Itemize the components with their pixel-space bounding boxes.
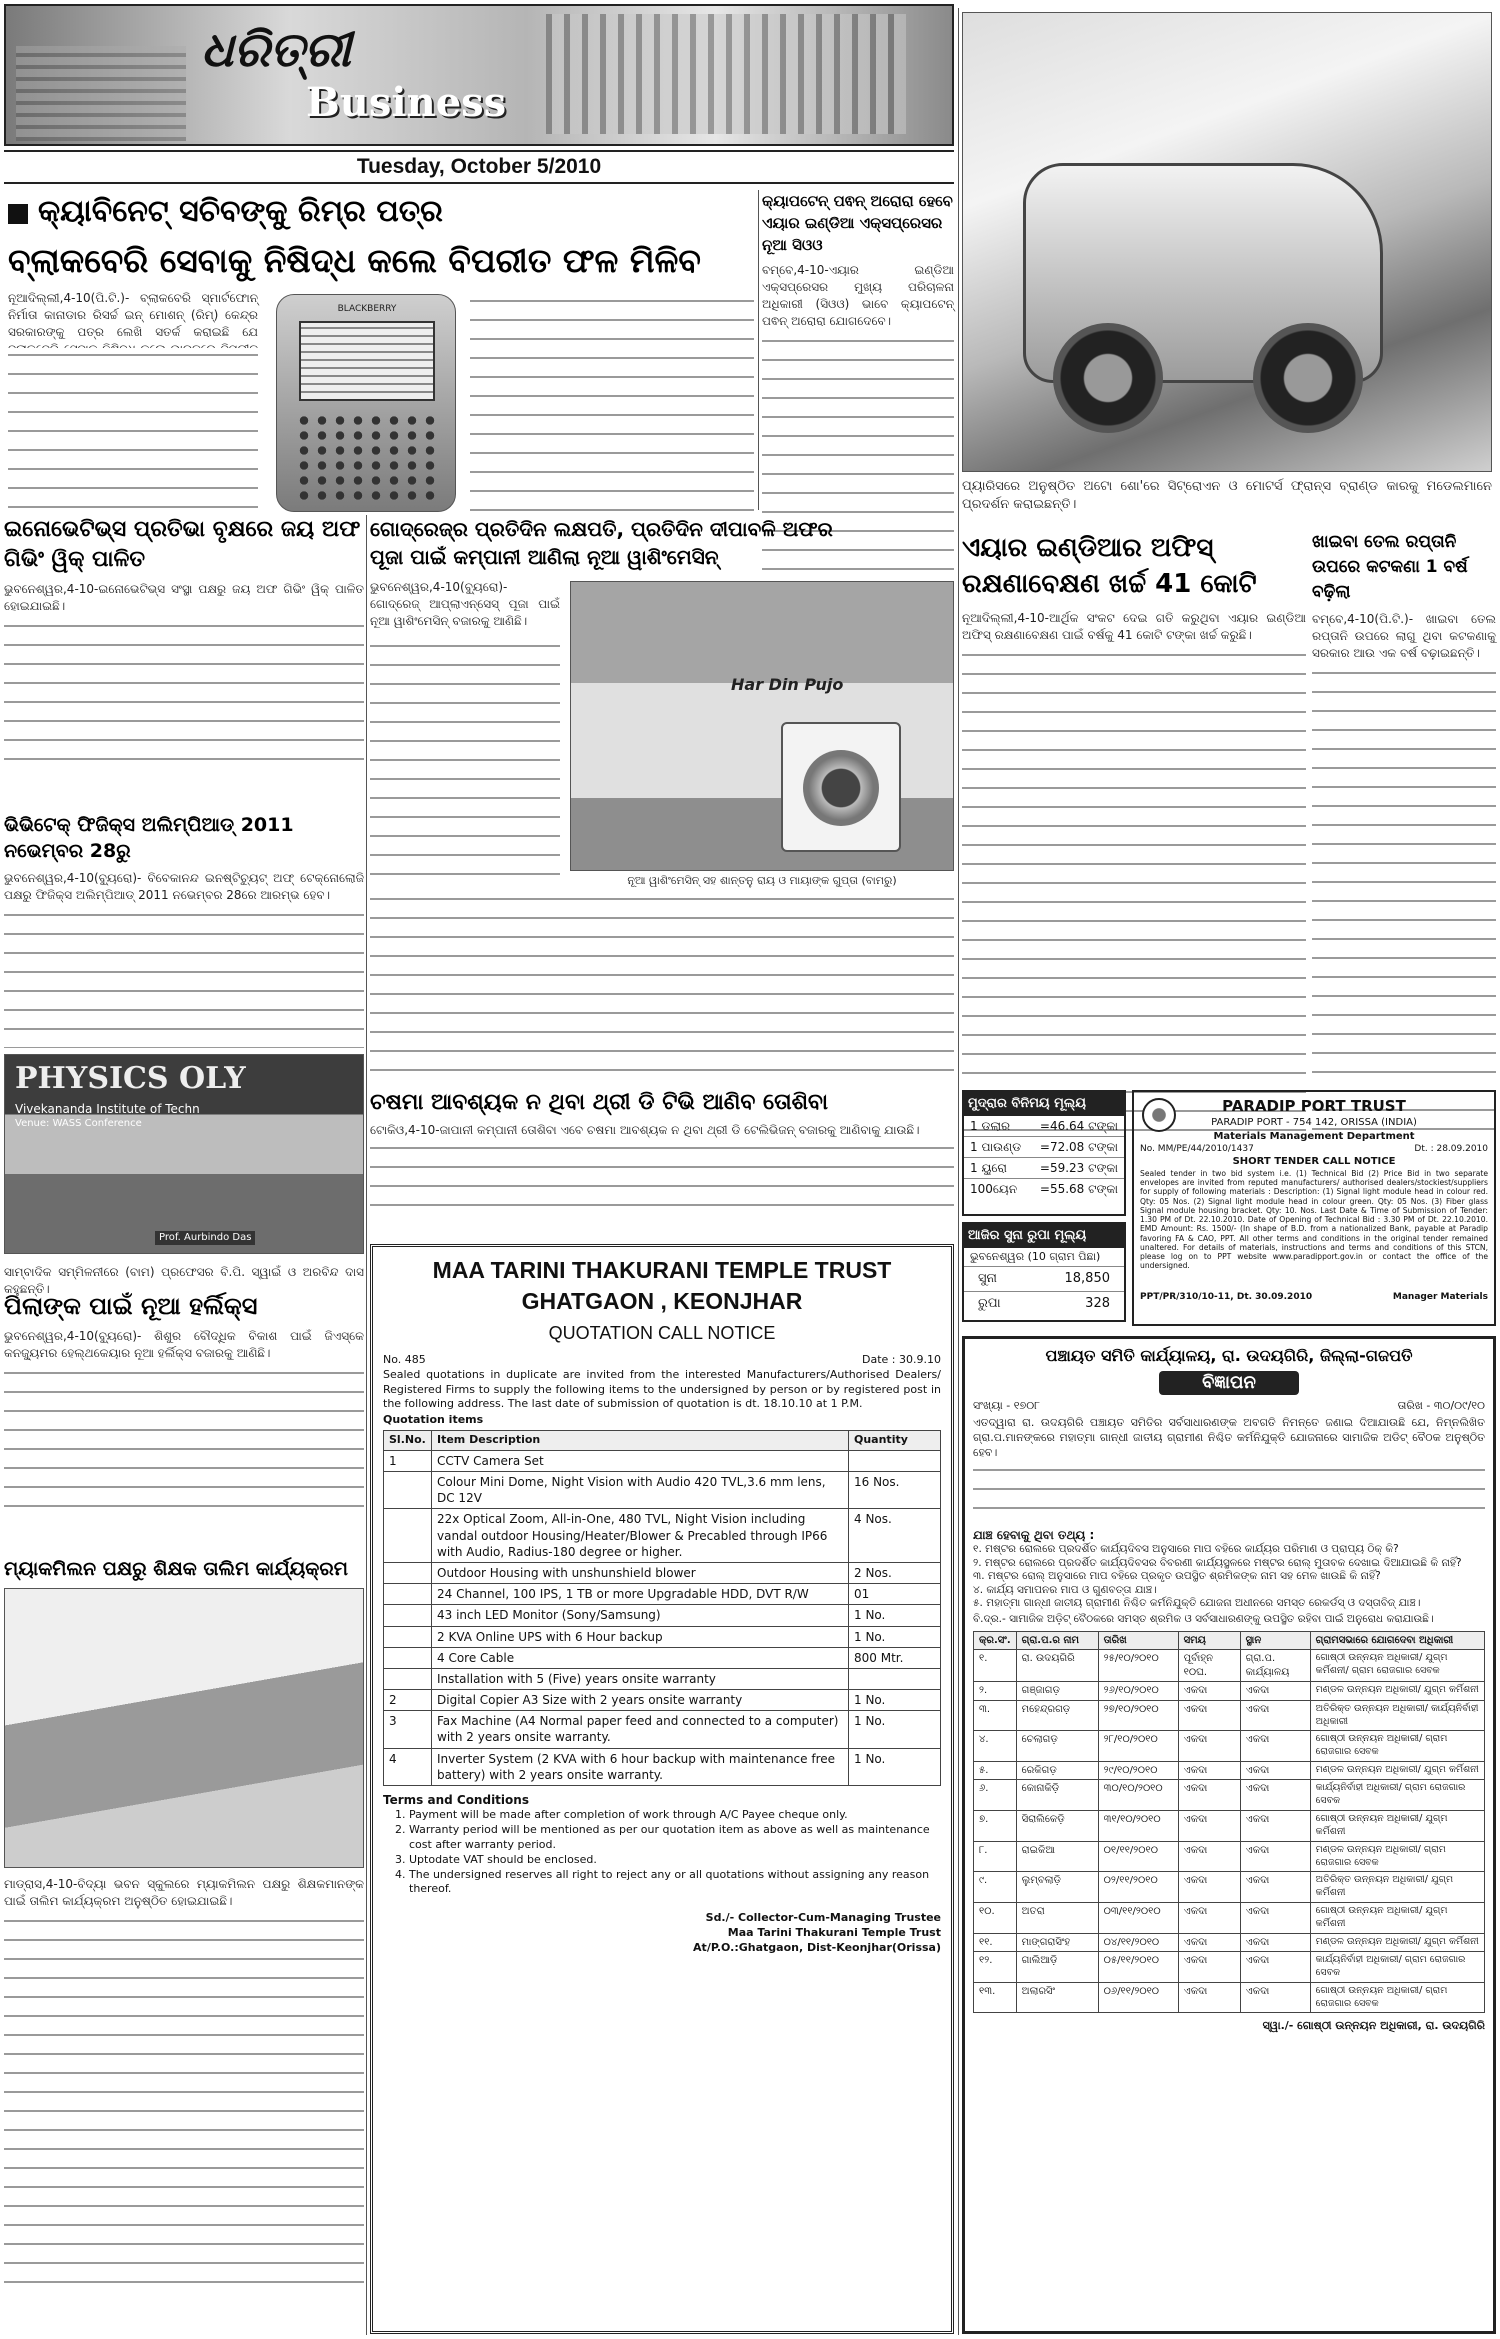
olympiad-lead: ଭୁବନେଶ୍ୱର,4-10(ବ୍ୟୁରୋ)- ବିବେକାନନ୍ଦ ଇନଷ୍ଟିଚ୍ୟୁଟ୍ ଅଫ୍ ଟେକ୍ନୋଲୋଜି ପକ୍ଷରୁ ଫିଜିକ୍ସ ଅଲିମ୍ପିଆଡ୍ 2011 ନଭେମ୍ବର 28ରେ ଆରମ୍ଭ ହେବ। xyxy=(4,871,364,903)
panchayat-subtitle: ବିଜ୍ଞାପନ xyxy=(1159,1371,1299,1395)
washing-machine-shape xyxy=(781,722,901,852)
blackberry-headline: ବ୍ଲାକବେରି ସେବାକୁ ନିଷିଦ୍ଧ କଲେ ବିପରୀତ ଫଳ ମିଳିବ xyxy=(8,241,701,280)
harlicks-story xyxy=(4,1290,364,1550)
table-row xyxy=(974,1952,1485,1983)
cell-officer: ଗୋଷ୍ଠୀ ଉନ୍ନୟନ ଅଧିକାରୀ/ ଯୁଗ୍ମ କର୍ମିଶନୀ xyxy=(1310,1902,1484,1933)
currency-unit: 1 ୟୁରୋ xyxy=(970,1160,1007,1175)
innovation-story xyxy=(4,515,364,807)
cell-officer: କାର୍ଯ୍ୟନିର୍ବାହୀ ଅଧିକାରୀ/ ଗ୍ରାମ ରୋଜଗାର ସେବକ xyxy=(1310,1952,1484,1983)
blackberry-lead: ନୂଆଦିଲ୍ଲୀ,4-10(ପି.ଟି.)- ବ୍ଲାକବେରି ସ୍ମାର୍ଟଫୋନ୍ ନିର୍ମାତା କାନାଡାର ରିସର୍ଚ୍ଚ ଇନ୍ ମୋଶନ୍ (ରିମ୍) କେନ୍ଦ୍ର ସରକାରଙ୍କୁ ପତ୍ର ଲେଖି ସତର୍କ କରାଇଛି ଯେ xyxy=(8,291,258,340)
cell-sl: 2 xyxy=(384,1690,432,1711)
column-header-sl: Sl.No. xyxy=(384,1430,432,1450)
maa-tarini-ref-row xyxy=(383,1353,941,1368)
cell-place: ଏକଦା xyxy=(1240,1982,1310,2013)
currency-unit: 1 ଡଲାର xyxy=(970,1118,1011,1133)
cell-time: ପୂର୍ବାହ୍ନ ୧୦ଘ. xyxy=(1178,1650,1240,1682)
cell-sl xyxy=(384,1647,432,1668)
cell-sl xyxy=(384,1472,432,1509)
masthead xyxy=(4,4,954,146)
harlicks-headline: ପିଲାଙ୍କ ପାଇଁ ନୂଆ ହର୍ଲିକ୍ସ xyxy=(4,1292,258,1320)
cell-officer: ଗୋଷ୍ଠୀ ଉନ୍ନୟନ ଅଧିକାରୀ/ ଗ୍ରାମ ରୋଜଗାର ସେବକ xyxy=(1310,1731,1484,1762)
cell-time: ଏକଦା xyxy=(1178,1902,1240,1933)
cell-sl: ୫. xyxy=(974,1761,1017,1780)
table-row xyxy=(974,1700,1485,1731)
maa-tarini-quotation-notice xyxy=(370,1244,954,2334)
panchayat-info-item: ୨. ମଷ୍ଟର ରୋଲରେ ପ୍ରଦର୍ଶିତ କାର୍ଯ୍ୟଦିବସର ବିବରଣୀ କାର୍ଯ୍ୟସ୍ଥଳରେ ମଷ୍ଟର ରୋଲ୍ ମୁତାବକ ଦେଖାଇ ଦିଆଯାଇଛି କି ନାହିଁ? xyxy=(973,1556,1462,1569)
maa-tarini-title: MAA TARINI THAKURANI TEMPLE TRUST xyxy=(432,1257,892,1283)
innovation-headline: ଇନୋଭେଟିଭ୍‌ସ ପ୍ରତିଭା ବୃକ୍ଷରେ ଜୟ ଅଫ ଗିଭିଂ ୱିକ୍ ପାଳିତ xyxy=(4,517,361,572)
cell-date: ୨୫/୧୦/୨୦୧୦ xyxy=(1098,1650,1178,1682)
cell-qty: 01 xyxy=(849,1584,941,1605)
cell-gp: ଅତରା xyxy=(1016,1902,1098,1933)
gold-rate-box xyxy=(962,1222,1126,1322)
term-item: 1. Payment will be made after completion of work through A/C Payee cheque only. xyxy=(409,1808,941,1823)
cell-time: ଏକଦା xyxy=(1178,1872,1240,1903)
column-header-officer: ଗ୍ରାମସଭାରେ ଯୋଗଦେବା ଅଧିକାରୀ xyxy=(1310,1631,1484,1650)
cell-sl: 1 xyxy=(384,1450,432,1471)
cell-sl: ୧୧. xyxy=(974,1933,1017,1952)
gold-rate-subtitle: ଭୁବନେଶ୍ୱର (10 ଗ୍ରାମ ପିଛା) xyxy=(964,1248,1124,1268)
cell-place: ଗ୍ରା.ପ. କାର୍ଯ୍ୟାଳୟ xyxy=(1240,1650,1310,1682)
cell-place: ଏକଦା xyxy=(1240,1811,1310,1842)
metal-name: ସୁନା xyxy=(978,1271,997,1287)
olympiad-banner-venue: Venue: WASS Conference xyxy=(15,1118,142,1130)
macmillan-story xyxy=(4,1556,364,2336)
maa-tarini-no: No. 485 xyxy=(383,1353,426,1367)
cell-date: ୨୭/୧୦/୨୦୧୦ xyxy=(1098,1700,1178,1731)
cell-time: ଏକଦା xyxy=(1178,1700,1240,1731)
currency-value: =72.08 ଟଙ୍କା xyxy=(1039,1139,1118,1154)
cell-sl xyxy=(384,1668,432,1689)
metal-name: ରୁପା xyxy=(978,1295,1001,1311)
column-header-gp: ଗ୍ରା.ପ.ର ନାମ xyxy=(1016,1631,1098,1650)
maa-tarini-notice-title: QUOTATION CALL NOTICE xyxy=(548,1323,776,1344)
table-row xyxy=(974,1933,1485,1952)
cell-qty: 1 No. xyxy=(849,1690,941,1711)
innovation-lead: ଭୁବନେଶ୍ୱର,4-10-ଇନୋଭେଟିଭ୍‌ସ ସଂସ୍ଥା ପକ୍ଷରୁ ଜୟ ଅଫ ଗିଭିଂ ୱିକ୍ ପାଳିତ ହୋଇଯାଇଛି। xyxy=(4,582,364,614)
paradip-tender-notice xyxy=(1132,1090,1496,1326)
cell-qty: 1 No. xyxy=(849,1748,941,1785)
table-row xyxy=(384,1450,941,1471)
air-india-office-lead: ନୂଆଦିଲ୍ଲୀ,4-10-ଆର୍ଥିକ ସଂକଟ ଦେଇ ଗତି କରୁଥିବା ଏୟାର ଇଣ୍ଡିଆ ଅଫିସ୍ ରକ୍ଷଣାବେକ୍ଷଣ ପାଇଁ ବର୍ଷକୁ 41 କୋଟି ଟଙ୍କା ଖର୍ଚ୍ଚ କରୁଛି। xyxy=(962,611,1306,643)
godrej-story xyxy=(370,515,954,885)
cell-item: CCTV Camera Set xyxy=(432,1450,849,1471)
harlicks-body xyxy=(4,1366,364,1516)
godrej-banner-text: Har Din Pujo xyxy=(731,675,844,694)
column-header-qty: Quantity xyxy=(849,1430,941,1450)
olympiad-banner-sub: Vivekananda Institute of Techn xyxy=(15,1102,200,1117)
cell-item: Installation with 5 (Five) years onsite warranty xyxy=(432,1668,849,1689)
olympiad-body xyxy=(4,908,364,1048)
paradip-notice-title: SHORT TENDER CALL NOTICE xyxy=(1232,1156,1396,1168)
panchayat-signature: ସ୍ୱା./- ଗୋଷ୍ଠୀ ଉନ୍ନୟନ ଅଧିକାରୀ, ରା. ଉଦୟଗିରି xyxy=(1262,2019,1485,2033)
panchayat-info-item: ୪. କାର୍ଯ୍ୟ ସମାପନର ମାପ ଓ ଗୁଣବତ୍ତା ଯାଞ୍ଚ। xyxy=(973,1583,1157,1596)
harlicks-lead: ଭୁବନେଶ୍ୱର,4-10(ବ୍ୟୁରୋ)- ଶିଶୁର ବୌଦ୍ଧିକ ବିକାଶ ପାଇଁ ଜିଏସ୍‌କେ କନଜ୍ୟୁମର ହେଲ୍ଥକେୟାର ନୂଆ ହର୍ଲିକ୍ସ ବଜାରକୁ ଆଣିଛି। xyxy=(4,1329,364,1361)
column-header-sl: କ୍ର.ସଂ. xyxy=(974,1631,1017,1650)
cell-sl: ୧୨. xyxy=(974,1952,1017,1983)
cell-officer: ଅତିରିକ୍ତ ଉନ୍ନୟନ ଅଧିକାରୀ/ ଯୁଗ୍ମ କର୍ମିଶନୀ xyxy=(1310,1872,1484,1903)
phone-brand-label: BLACKBERRY xyxy=(337,304,397,314)
currency-unit: 100ୟେନ xyxy=(970,1182,1018,1197)
table-row xyxy=(974,1780,1485,1811)
paradip-address: PARADIP PORT - 754 142, ORISSA (INDIA) xyxy=(1211,1117,1417,1129)
maa-tarini-items-table xyxy=(383,1430,941,1786)
maa-tarini-signature xyxy=(383,1911,941,1956)
gold-rate-row xyxy=(964,1292,1124,1316)
cell-date: ୦୩/୧୧/୨୦୧୦ xyxy=(1098,1902,1178,1933)
maa-tarini-details-label: Quotation items xyxy=(383,1413,484,1427)
cell-time: ଏକଦା xyxy=(1178,1982,1240,2013)
cell-qty: 2 Nos. xyxy=(849,1562,941,1583)
cell-sl: 3 xyxy=(384,1711,432,1748)
macmillan-headline: ମ୍ୟାକମିଲନ ପକ୍ଷରୁ ଶିକ୍ଷକ ତାଲିମ କାର୍ଯ୍ୟକ୍ରମ xyxy=(4,1558,348,1580)
panchayat-info-item: ୫. ମହାତ୍ମା ଗାନ୍ଧୀ ଜାତୀୟ ଗ୍ରାମୀଣ ନିଶ୍ଚିତ କର୍ମନିଯୁକ୍ତି ଯୋଜନା ଅଧୀନରେ ସମସ୍ତ ରେକର୍ଡସ୍ ଓ ଦସ୍ତାବିଜ୍ ଯାଞ୍ଚ। xyxy=(973,1597,1421,1610)
paradip-ref-row xyxy=(1140,1143,1488,1155)
table-row xyxy=(384,1605,941,1626)
paradip-sign: Manager Materials xyxy=(1392,1291,1488,1302)
cell-place: ଏକଦା xyxy=(1240,1780,1310,1811)
cell-place: ଏକଦା xyxy=(1240,1952,1310,1983)
cell-item: 43 inch LED Monitor (Sony/Samsung) xyxy=(432,1605,849,1626)
column-header-time: ସମୟ xyxy=(1178,1631,1240,1650)
cell-officer: କାର୍ଯ୍ୟନିର୍ବାହୀ ଅଧିକାରୀ/ ଗ୍ରାମ ରୋଜଗାର ସେବକ xyxy=(1310,1780,1484,1811)
cell-date: ୩୧/୧୦/୨୦୧୦ xyxy=(1098,1811,1178,1842)
table-row xyxy=(384,1711,941,1748)
cell-qty: 800 Mtr. xyxy=(849,1647,941,1668)
cell-date: ୨୮/୧୦/୨୦୧୦ xyxy=(1098,1731,1178,1762)
cell-place: ଏକଦା xyxy=(1240,1700,1310,1731)
issue-date: Tuesday, October 5/2010 xyxy=(356,155,602,178)
cell-place: ଏକଦା xyxy=(1240,1841,1310,1872)
cell-date: ୩୦/୧୦/୨୦୧୦ xyxy=(1098,1780,1178,1811)
panchayat-ref-row xyxy=(973,1399,1485,1414)
paradip-no: No. MM/PE/44/2010/1437 xyxy=(1140,1144,1254,1155)
cell-gp: ରା. ଉଦୟଗିରି xyxy=(1016,1650,1098,1682)
cell-officer: ଗୋଷ୍ଠୀ ଉନ୍ନୟନ ଅଧିକାରୀ/ ଯୁଗ୍ମ କର୍ମିଶନୀ/ ଗ୍ରାମ ରୋଜଗାର ସେବକ xyxy=(1310,1650,1484,1682)
term-item: 4. The undersigned reserves all right to reject any or all quotations without assigning any reason thereof. xyxy=(409,1868,941,1898)
panchayat-schedule-body xyxy=(974,1650,1485,2013)
table-header-row xyxy=(974,1631,1485,1650)
phone-keypad xyxy=(295,413,439,503)
table-row xyxy=(974,1731,1485,1762)
car-wheel-rear xyxy=(1253,323,1363,433)
column-header-item: Item Description xyxy=(432,1430,849,1450)
olympiad-caption: ସାମ୍ବାଦିକ ସମ୍ମିଳନୀରେ (ବାମ) ପ୍ରଫେସର ବି.ପି. ସ୍ୱାଇଁ ଓ ଅରବିନ୍ଦ ଦାସ କହୁଛନ୍ତି। xyxy=(4,1265,364,1297)
table-row xyxy=(384,1690,941,1711)
paradip-dept: Materials Management Department xyxy=(1213,1130,1415,1142)
table-row xyxy=(974,1841,1485,1872)
cell-gp: ସିରାଲିକେଡ଼ି xyxy=(1016,1811,1098,1842)
cell-gp: ଗଞ୍ଜାଗଡ଼ xyxy=(1016,1682,1098,1701)
olympiad-banner-text: PHYSICS OLY xyxy=(15,1061,246,1097)
column-divider xyxy=(758,190,759,510)
cell-sl: ୧. xyxy=(974,1650,1017,1682)
gold-rate-row xyxy=(964,1267,1124,1292)
cell-date: ୨୬/୧୦/୨୦୧୦ xyxy=(1098,1682,1178,1701)
olympiad-nameplate: Prof. Aurbindo Das xyxy=(155,1231,255,1245)
toshiba-lead: ଟୋକିଓ,4-10-ଜାପାନୀ କମ୍ପାନୀ ତୋଶିବା ଏବେ ଚଷମା ଆବଶ୍ୟକ ନ ଥିବା ଥ୍ରୀ ଡି ଟେଲିଭିଜନ୍ ବଜାରକୁ ଆଣିବାକୁ ଯାଉଛି। xyxy=(370,1123,920,1137)
godrej-subhead: ପୂଜା ପାଇଁ କମ୍ପାନୀ ଆଣିଲା ନୂଆ ୱାଶିଂମେସିନ୍ xyxy=(370,545,719,569)
square-bullet-icon xyxy=(8,204,28,224)
cell-item: 2 KVA Online UPS with 6 Hour backup xyxy=(432,1626,849,1647)
car-photo xyxy=(962,12,1492,472)
cell-item: 24 Channel, 100 IPS, 1 TB or more Upgradable HDD, DVT R/W xyxy=(432,1584,849,1605)
air-india-express-headline: କ୍ୟାପଟେନ୍ ପଵନ୍ ଅରୋରା ହେବେ ଏୟାର ଇଣ୍ଡିଆ ଏକ୍ସପ୍ରେସର ନୂଆ ସିଓଓ xyxy=(762,192,953,254)
exchange-rate-row xyxy=(964,1137,1124,1158)
blackberry-story xyxy=(4,190,756,512)
table-row xyxy=(384,1509,941,1563)
air-india-express-lead: ବମ୍ବେ,4-10-ଏୟାର ଇଣ୍ଡିଆ ଏକ୍ସପ୍ରେସର ମୁଖ୍ୟ ପରିଚାଳନା ଅଧିକାରୀ (ସିଓଓ) ଭାବେ କ୍ୟାପଟେନ୍ ପଵନ୍ ଅରୋରା ଯୋଗଦେବେ। xyxy=(762,263,954,329)
cell-qty: 16 Nos. xyxy=(849,1472,941,1509)
exchange-rate-row xyxy=(964,1158,1124,1179)
godrej-body-bottom xyxy=(370,892,954,1082)
signature-line-1: Sd./- Collector-Cum-Managing Trustee xyxy=(705,1911,941,1925)
column-divider xyxy=(958,8,959,2335)
paradip-title: PARADIP PORT TRUST xyxy=(1222,1097,1406,1115)
macmillan-lead: ମାଡ୍ରାସ,4-10-ବିଦ୍ୟା ଭବନ ସ୍କୁଲରେ ମ୍ୟାକମିଲନ ପକ୍ଷରୁ ଶିକ୍ଷକମାନଙ୍କ ପାଇଁ ତାଲିମ କାର୍ଯ୍ୟକ୍ରମ ଅନୁଷ୍ଠିତ ହୋଇଯାଇଛି। xyxy=(4,1877,364,1909)
blackberry-kicker: କ୍ୟାବିନେଟ୍ ସଚିବଙ୍କୁ ରିମ୍‌ର ପତ୍ର xyxy=(38,194,443,229)
cell-gp: ଚେଲାଗଡ଼ xyxy=(1016,1731,1098,1762)
olympiad-photo xyxy=(4,1054,364,1254)
cell-gp: ରେକିଗଡ଼ xyxy=(1016,1761,1098,1780)
cell-qty xyxy=(849,1668,941,1689)
table-row xyxy=(384,1562,941,1583)
cell-date: ୦୪/୧୧/୨୦୧୦ xyxy=(1098,1933,1178,1952)
cell-qty: 1 No. xyxy=(849,1626,941,1647)
cell-date: ୦୬/୧୧/୨୦୧୦ xyxy=(1098,1982,1178,2013)
table-row xyxy=(384,1626,941,1647)
cell-officer: ଗୋଷ୍ଠୀ ଉନ୍ନୟନ ଅଧିକାରୀ/ ଗ୍ରାମ ରୋଜଗାର ସେବକ xyxy=(1310,1982,1484,2013)
term-item: 3. Uptodate VAT should be enclosed. xyxy=(409,1853,941,1868)
maa-tarini-date: Date : 30.9.10 xyxy=(862,1353,941,1367)
toshiba-story xyxy=(370,1088,954,1238)
cell-officer: ମଣ୍ଡଳ ଉନ୍ନୟନ ଅଧିକାରୀ/ ଗ୍ରାମ ରୋଜଗାର ସେବକ xyxy=(1310,1841,1484,1872)
metal-price: 328 xyxy=(1085,1295,1110,1311)
cell-date: ୨୯/୧୦/୨୦୧୦ xyxy=(1098,1761,1178,1780)
cell-item: Outdoor Housing with unshunshield blower xyxy=(432,1562,849,1583)
table-row xyxy=(974,1902,1485,1933)
macmillan-photo xyxy=(4,1588,364,1868)
masthead-building-art xyxy=(546,14,906,134)
cell-sl xyxy=(384,1509,432,1563)
column-divider xyxy=(366,515,367,2335)
signature-line-2: Maa Tarini Thakurani Temple Trust xyxy=(727,1926,941,1940)
cell-place: ଏକଦା xyxy=(1240,1872,1310,1903)
cell-qty: 1 No. xyxy=(849,1605,941,1626)
cell-item: 4 Core Cable xyxy=(432,1647,849,1668)
cell-date: ୦୧/୧୧/୨୦୧୦ xyxy=(1098,1841,1178,1872)
godrej-lead: ଭୁବନେଶ୍ୱର,4-10(ବ୍ୟୁରୋ)- ଗୋଦ୍‌ରେଜ୍ ଆପ୍ଲାଏନ୍ସେସ୍ ପୂଜା ପାଇଁ ନୂଆ ୱାଶିଂମେସିନ୍ ବଜାରକୁ ଆଣିଛି। xyxy=(370,580,560,629)
cell-place: ଏକଦା xyxy=(1240,1761,1310,1780)
cell-item: Inverter System (2 KVA with 6 hour backup with maintenance free battery) with 2 years onsite warranty. xyxy=(432,1748,849,1785)
paradip-body: Sealed tender in two bid system i.e. (1) Technical Bid (2) Price Bid in two separate envelopes are invited from reputed manufacturers/ authorised dealers/stockiest/suppliers for supply of following materials : Description: (1) Signal light module head in colour red. Qty: 05 Nos. (2) Signal light module head in colour green. Qty: 05 Nos. (3) Fiber glass Signal module housing bracket. Qty: 10. Nos. Last Date & Time of Submission of Tender: 1.30 PM of Dt. 22.10.2010. Date of Opening of Technical Bid : 3.30 PM of Dt. 22.10.2010. EMD Amount: Rs. 1500/- (In shape of B.D. from a nationalized Bank, payable at Paradip favoring FA & CAO, PPT. All other terms and conditions in the original tender remained unaltered. For details of materials, instructions and terms and conditions of this STCN, please log on to PPT website www.paradipport.gov.in or contact the office of the undersigned. xyxy=(1140,1168,1488,1271)
table-row xyxy=(384,1668,941,1689)
cell-sl: ୯. xyxy=(974,1872,1017,1903)
masthead-skyline-art xyxy=(16,46,186,141)
currency-value: =55.68 ଟଙ୍କା xyxy=(1039,1182,1118,1197)
cell-sl: ୪. xyxy=(974,1731,1017,1762)
table-row xyxy=(974,1650,1485,1682)
cell-time: ଏକଦା xyxy=(1178,1761,1240,1780)
metal-price: 18,850 xyxy=(1064,1271,1110,1287)
olympiad-headline: ଭିଭିଟେକ୍ ଫିଜିକ୍ସ ଅଲିମ୍ପିଆଡ୍ 2011 ନଭେମ୍ବର 28ରୁ xyxy=(4,814,294,862)
column-header-place: ସ୍ଥାନ xyxy=(1240,1631,1310,1650)
cell-place: ଏକଦା xyxy=(1240,1902,1310,1933)
olympiad-story xyxy=(4,812,364,1260)
exchange-rate-row xyxy=(964,1116,1124,1137)
cell-time: ଏକଦା xyxy=(1178,1933,1240,1952)
table-row xyxy=(974,1682,1485,1701)
cell-qty: 1 No. xyxy=(849,1711,941,1748)
blackberry-body-col1 xyxy=(8,348,258,512)
terms-title: Terms and Conditions xyxy=(383,1793,529,1807)
exchange-rate-box xyxy=(962,1090,1126,1216)
signature-line-3: At/P.O.:Ghatgaon, Dist-Keonjhar(Orissa) xyxy=(693,1940,941,1954)
innovation-body xyxy=(4,619,364,769)
maa-tarini-place: GHATGAON , KEONJHAR xyxy=(521,1288,803,1315)
cell-place: ଏକଦା xyxy=(1240,1682,1310,1701)
panchayat-note: ବି.ଦ୍ର.- ସାମାଜିକ ଅଡ଼ିଟ୍ ବୈଠକରେ ସମସ୍ତ ଶ୍ରମିକ ଓ ସର୍ବସାଧାରଣଙ୍କୁ ଉପସ୍ଥିତ ରହିବା ପାଇଁ ଅନୁରୋଧ କରାଯାଉଛି। xyxy=(973,1613,1434,1626)
panchayat-info-item: ୧. ମଷ୍ଟର ରୋଲରେ ପ୍ରଦର୍ଶିତ କାର୍ଯ୍ୟଦିବସ ଅନୁସାରେ ମାପ ବହିରେ କାର୍ଯ୍ୟର ପରିମାଣ ଓ ପ୍ରାପ୍ୟ ଠିକ୍ କି? xyxy=(973,1542,1399,1555)
exchange-rate-title: ମୁଦ୍ରାର ବିନିମୟ ମୂଲ୍ୟ xyxy=(964,1092,1124,1116)
table-row xyxy=(974,1982,1485,2013)
toshiba-headline: ଚଷମା ଆବଶ୍ୟକ ନ ଥିବା ଥ୍ରୀ ଡି ଟିଭି ଆଣିବ ତୋଶିବା xyxy=(370,1090,828,1115)
cell-time: ଏକଦା xyxy=(1178,1682,1240,1701)
godrej-headline: ଗୋଦ୍‌ରେଜ୍‌ର ପ୍ରତିଦିନ ଲକ୍ଷପତି, ପ୍ରତିଦିନ ଦୀପାବଳି ଅଫର xyxy=(370,517,833,541)
table-row xyxy=(974,1872,1485,1903)
car-photo-caption: ପ୍ୟାରିସରେ ଅନୁଷ୍ଠିତ ଅଟୋ ଶୋ'ରେ ସିଟ୍ରୋଏନ ଓ ମୋଟର୍ସ ଫ୍ରାନ୍ସ ବ୍ରାଣ୍ଡ କାରକୁ ମଡେଲମାନେ ପ୍ରଦର୍ଶନ କରାଇଛନ୍ତି। xyxy=(962,479,1492,513)
cell-sl: ୧୩. xyxy=(974,1982,1017,2013)
cell-officer: ମଣ୍ଡଳ ଉନ୍ନୟନ ଅଧିକାରୀ/ ଯୁଗ୍ମ କର୍ମିଶନୀ xyxy=(1310,1682,1484,1701)
cell-sl xyxy=(384,1562,432,1583)
cell-sl: ୩. xyxy=(974,1700,1017,1731)
edible-oil-lead: ବମ୍ବେ,4-10(ପି.ଟି.)- ଖାଇବା ତେଲ ରପ୍ତାନି ଉପରେ ଲାଗୁ ଥିବା କଟକଣାକୁ ସରକାର ଆଉ ଏକ ବର୍ଷ ବଢ଼ାଇଛନ୍ତି। xyxy=(1312,612,1496,661)
cell-officer: ମଣ୍ଡଳ ଉନ୍ନୟନ ଅଧିକାରୀ/ ଯୁଗ୍ମ କର୍ମିଶନୀ xyxy=(1310,1933,1484,1952)
panchayat-notice xyxy=(962,1336,1496,2334)
cell-date: ୦୨/୧୧/୨୦୧୦ xyxy=(1098,1872,1178,1903)
panchayat-body-cont xyxy=(973,1463,1485,1523)
cell-gp: ଅଲାରସିଂ xyxy=(1016,1982,1098,2013)
table-row xyxy=(384,1472,941,1509)
term-item: 2. Warranty period will be mentioned as per our quotation item as above as well as maintenance cost after warranty period. xyxy=(409,1823,941,1853)
cell-qty: 4 Nos. xyxy=(849,1509,941,1563)
currency-value: =59.23 ଟଙ୍କା xyxy=(1039,1160,1118,1175)
paradip-dt: Dt. : 28.09.2010 xyxy=(1414,1144,1488,1155)
cell-gp: କୋନାକିଡ଼ି xyxy=(1016,1780,1098,1811)
cell-item: Digital Copier A3 Size with 2 years onsite warranty xyxy=(432,1690,849,1711)
panchayat-title: ପଞ୍ଚାୟତ ସମିତି କାର୍ଯ୍ୟାଳୟ, ରା. ଉଦୟଗିରି, ଜିଲ୍ଲା-ଗଜପତି xyxy=(1045,1346,1413,1365)
cell-sl: ୭. xyxy=(974,1811,1017,1842)
masthead-subtitle: Business xyxy=(306,79,507,126)
cell-place: ଏକଦା xyxy=(1240,1731,1310,1762)
cell-officer: ଗୋଷ୍ଠୀ ଉନ୍ନୟନ ଅଧିକାରୀ/ ଯୁଗ୍ମ କର୍ମିଶନୀ xyxy=(1310,1811,1484,1842)
terms-list xyxy=(409,1808,941,1897)
cell-item: 22x Optical Zoom, All-in-One, 480 TVL, Night Vision including vandal outdoor Housing/Heater/Blower & Precabled through IP66 with Audio, Radius-180 degree or higher. xyxy=(432,1509,849,1563)
cell-gp: ମାଙ୍ଗରାସିଂହ xyxy=(1016,1933,1098,1952)
maa-tarini-intro: Sealed quotations in duplicate are invited from the interested Manufacturers/Authorised Dealers/ Registered Firms to supply the following items to the undersigned by person or by registered post in the following address. The last date of submission of quotation is dt. 18.10.10 at 1 P.M. xyxy=(383,1368,941,1410)
exchange-rate-row xyxy=(964,1179,1124,1199)
cell-officer: ମଣ୍ଡଳ ଉନ୍ନୟନ ଅଧିକାରୀ/ ଯୁଗ୍ମ କର୍ମିଶନୀ xyxy=(1310,1761,1484,1780)
panchayat-info-item: ୩. ମଷ୍ଟର ରୋଲ୍ ଅନୁସାରେ ମାପ ବହିରେ ପ୍ରକୃତ ଉପସ୍ଥିତ ଶ୍ରମିକଙ୍କ ନାମ ସହ ମେଳ ଖାଉଛି କି ନାହିଁ? xyxy=(973,1570,1381,1583)
cell-place: ଏକଦା xyxy=(1240,1933,1310,1952)
cell-time: ଏକଦା xyxy=(1178,1811,1240,1842)
panchayat-schedule-table xyxy=(973,1631,1485,2014)
gold-rate-title: ଆଜିର ସୁନା ରୁପା ମୂଲ୍ୟ xyxy=(964,1224,1124,1248)
column-header-date: ତାରିଖ xyxy=(1098,1631,1178,1650)
table-row xyxy=(974,1811,1485,1842)
phone-screen xyxy=(299,321,435,401)
table-header-row xyxy=(384,1430,941,1450)
cell-sl xyxy=(384,1605,432,1626)
cell-item: Fax Machine (A4 Normal paper feed and connected to a computer) with 2 years onsite warranty. xyxy=(432,1711,849,1748)
edible-oil-body xyxy=(1312,666,1496,1136)
air-india-office-body xyxy=(962,648,1306,1138)
table-row xyxy=(384,1584,941,1605)
godrej-body-left xyxy=(370,639,560,885)
table-row xyxy=(384,1748,941,1785)
port-trust-logo-icon xyxy=(1142,1098,1176,1132)
masthead-date-bar xyxy=(4,150,954,184)
table-row xyxy=(974,1761,1485,1780)
cell-item: Colour Mini Dome, Night Vision with Audio 420 TVL,3.6 mm lens, DC 12V xyxy=(432,1472,849,1509)
cell-gp: ଲୁମ୍ବଲାଡ଼ି xyxy=(1016,1872,1098,1903)
cell-officer: ଅତିରିକ୍ତ ଉନ୍ନୟନ ଅଧିକାରୀ/ କାର୍ଯ୍ୟନିର୍ବାହୀ ଅଧିକାରୀ xyxy=(1310,1700,1484,1731)
blackberry-body-col2 xyxy=(470,294,754,512)
godrej-photo-caption: ନୂଆ ୱାଶିଂମେସିନ୍ ସହ ଶାନ୍ତନୁ ରାୟ ଓ ମାୟାଙ୍କ ଗୁପ୍ତା (ବାମରୁ) xyxy=(627,874,897,887)
car-wheel-front xyxy=(1053,323,1163,433)
cell-time: ଏକଦା xyxy=(1178,1780,1240,1811)
cell-sl: ୬. xyxy=(974,1780,1017,1811)
cell-gp: ମହେନ୍ଦ୍ରଗଡ଼ xyxy=(1016,1700,1098,1731)
paradip-footer-ref: PPT/PR/310/10-11, Dt. 30.09.2010 xyxy=(1140,1291,1313,1302)
cell-gp: ରାଇକିଆ xyxy=(1016,1841,1098,1872)
table-row xyxy=(384,1647,941,1668)
cell-sl xyxy=(384,1584,432,1605)
godrej-photo xyxy=(570,581,954,871)
panchayat-no: ସଂଖ୍ୟା - ୧୭୦୮ xyxy=(973,1399,1040,1413)
cell-sl: ୮. xyxy=(974,1841,1017,1872)
masthead-title: ଧରିତ୍ରୀ xyxy=(201,22,351,78)
cell-sl: 4 xyxy=(384,1748,432,1785)
air-india-office-headline: ଏୟାର ଇଣ୍ଡିଆର ଅଫିସ୍ ରକ୍ଷଣାବେକ୍ଷଣ ଖର୍ଚ୍ଚ 41 କୋଟି xyxy=(962,533,1257,599)
cell-sl xyxy=(384,1626,432,1647)
toshiba-body xyxy=(370,1141,954,1211)
panchayat-date: ତାରିଖ - ୩୦/୦୯/୧୦ xyxy=(1397,1399,1485,1413)
cell-sl: ୧୦. xyxy=(974,1902,1017,1933)
panchayat-body: ଏତଦ୍ୱାରା ରା. ଉଦୟଗିରି ପଞ୍ଚାୟତ ସମିତିର ସର୍ବସାଧାରଣଙ୍କ ଅବଗତି ନିମନ୍ତେ ଜଣାଇ ଦିଆଯାଉଛି ଯେ, ନିମ୍ନଲିଖିତ ଗ୍ରା.ପ.ମାନଙ୍କରେ ମହାତ୍ମା ଗାନ୍ଧୀ ଜାତୀୟ ଗ୍ରାମୀଣ ନିଶ୍ଚିତ କର୍ମନିଯୁକ୍ତି ଯୋଜନାରେ ସାମାଜିକ ଅଡିଟ୍ ବୈଠକ ଅନୁଷ୍ଠିତ ହେବ। xyxy=(973,1416,1485,1459)
cell-qty xyxy=(849,1450,941,1471)
macmillan-body xyxy=(4,1914,364,2294)
cell-gp: ଗାଲିଆଡ଼ି xyxy=(1016,1952,1098,1983)
cell-time: ଏକଦା xyxy=(1178,1841,1240,1872)
edible-oil-headline: ଖାଇବା ତେଲ ରପ୍ତାନି ଉପରେ କଟକଣା 1 ବର୍ଷ ବଢ଼ିଲା xyxy=(1312,532,1468,602)
paradip-footer xyxy=(1140,1291,1488,1303)
cell-time: ଏକଦା xyxy=(1178,1731,1240,1762)
cell-sl: ୨. xyxy=(974,1682,1017,1701)
maa-tarini-items-body xyxy=(384,1450,941,1785)
panchayat-info-title: ଯାଞ୍ଚ ହେବାକୁ ଥିବା ତଥ୍ୟ : xyxy=(973,1527,1095,1542)
currency-unit: 1 ପାଉଣ୍ଡ xyxy=(970,1139,1022,1154)
cell-date: ୦୫/୧୧/୨୦୧୦ xyxy=(1098,1952,1178,1983)
blackberry-phone-photo xyxy=(276,294,456,512)
currency-value: =46.64 ଟଙ୍କା xyxy=(1039,1118,1118,1133)
cell-time: ଏକଦା xyxy=(1178,1952,1240,1983)
